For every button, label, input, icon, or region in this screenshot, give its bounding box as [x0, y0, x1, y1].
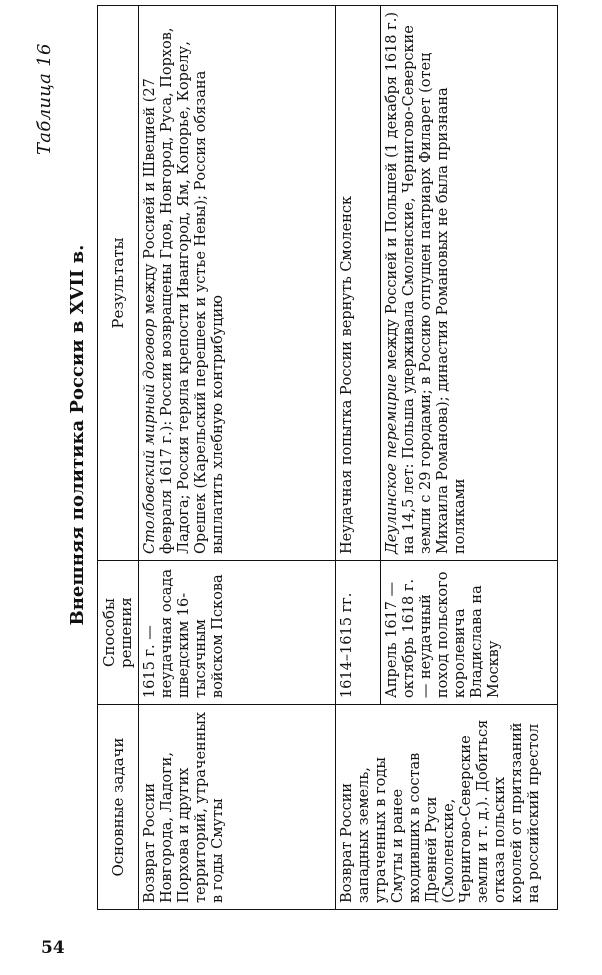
table-row [139, 6, 336, 910]
cell-results-2a: Неудачная попытка России вернуть Смоленск [336, 6, 381, 561]
treaty-text: между Россией и Швецией (27 февраля 1617 г.): России возвращены Гдов, Новгород, Руса, Порхов, Ладога; Россия теряла крепости Ивангород, Ям, Копорье, Корелу, Орешек (Карельский перешеек и устье Невы); Россия обязана выплатить хлебную контрибуцию [142, 27, 226, 555]
truce-text: между Россией и Польшей (1 декабря 1618 г.) на 14,5 лет: Польша удерживала Смоленские, Чернигово-Северские земли с 29 городами; в Россию отпущен патриарх Филарет (отец Михаила Романова); династия Романовых не была признана поляками [384, 12, 468, 555]
header-results: Результаты [98, 6, 139, 561]
foreign-policy-table [97, 5, 558, 910]
cell-methods-2b: Апрель 1617 — октябрь 1618 г. — неудачный поход польского королевича Владислава на Москву [381, 561, 558, 705]
table-row [336, 6, 381, 910]
cell-methods-1: 1615 г. — неудачная осада шведским 16-тысячным войском Пскова [139, 561, 336, 705]
table-label: Таблица 16 [34, 43, 55, 155]
cell-methods-2a: 1614–1615 гг. [336, 561, 381, 705]
cell-results-2b [381, 6, 558, 561]
table-header-row [98, 6, 139, 910]
truce-name: Деулинское перемирие [384, 374, 400, 555]
table-title: Внешняя политика России в XVII в. [67, 244, 88, 626]
header-tasks: Основные задачи [98, 705, 139, 910]
cell-tasks-1: Возврат России Новгорода, Ладоги, Порхова и других территорий, утраченных в годы Смуты [139, 705, 336, 910]
page-number: 54 [41, 938, 65, 958]
cell-tasks-2: Возврат России западных земель, утраченных в годы Смуты и ранее входивших в состав Древней Руси (Смоленские, Чернигово-Северские земли и т. д.). Добиться отказа польских королей от притязаний на российский престол [336, 705, 558, 910]
header-methods: Способы решения [98, 561, 139, 705]
treaty-name: Столбовский мирный договор [142, 318, 158, 555]
cell-results-1 [139, 6, 336, 561]
